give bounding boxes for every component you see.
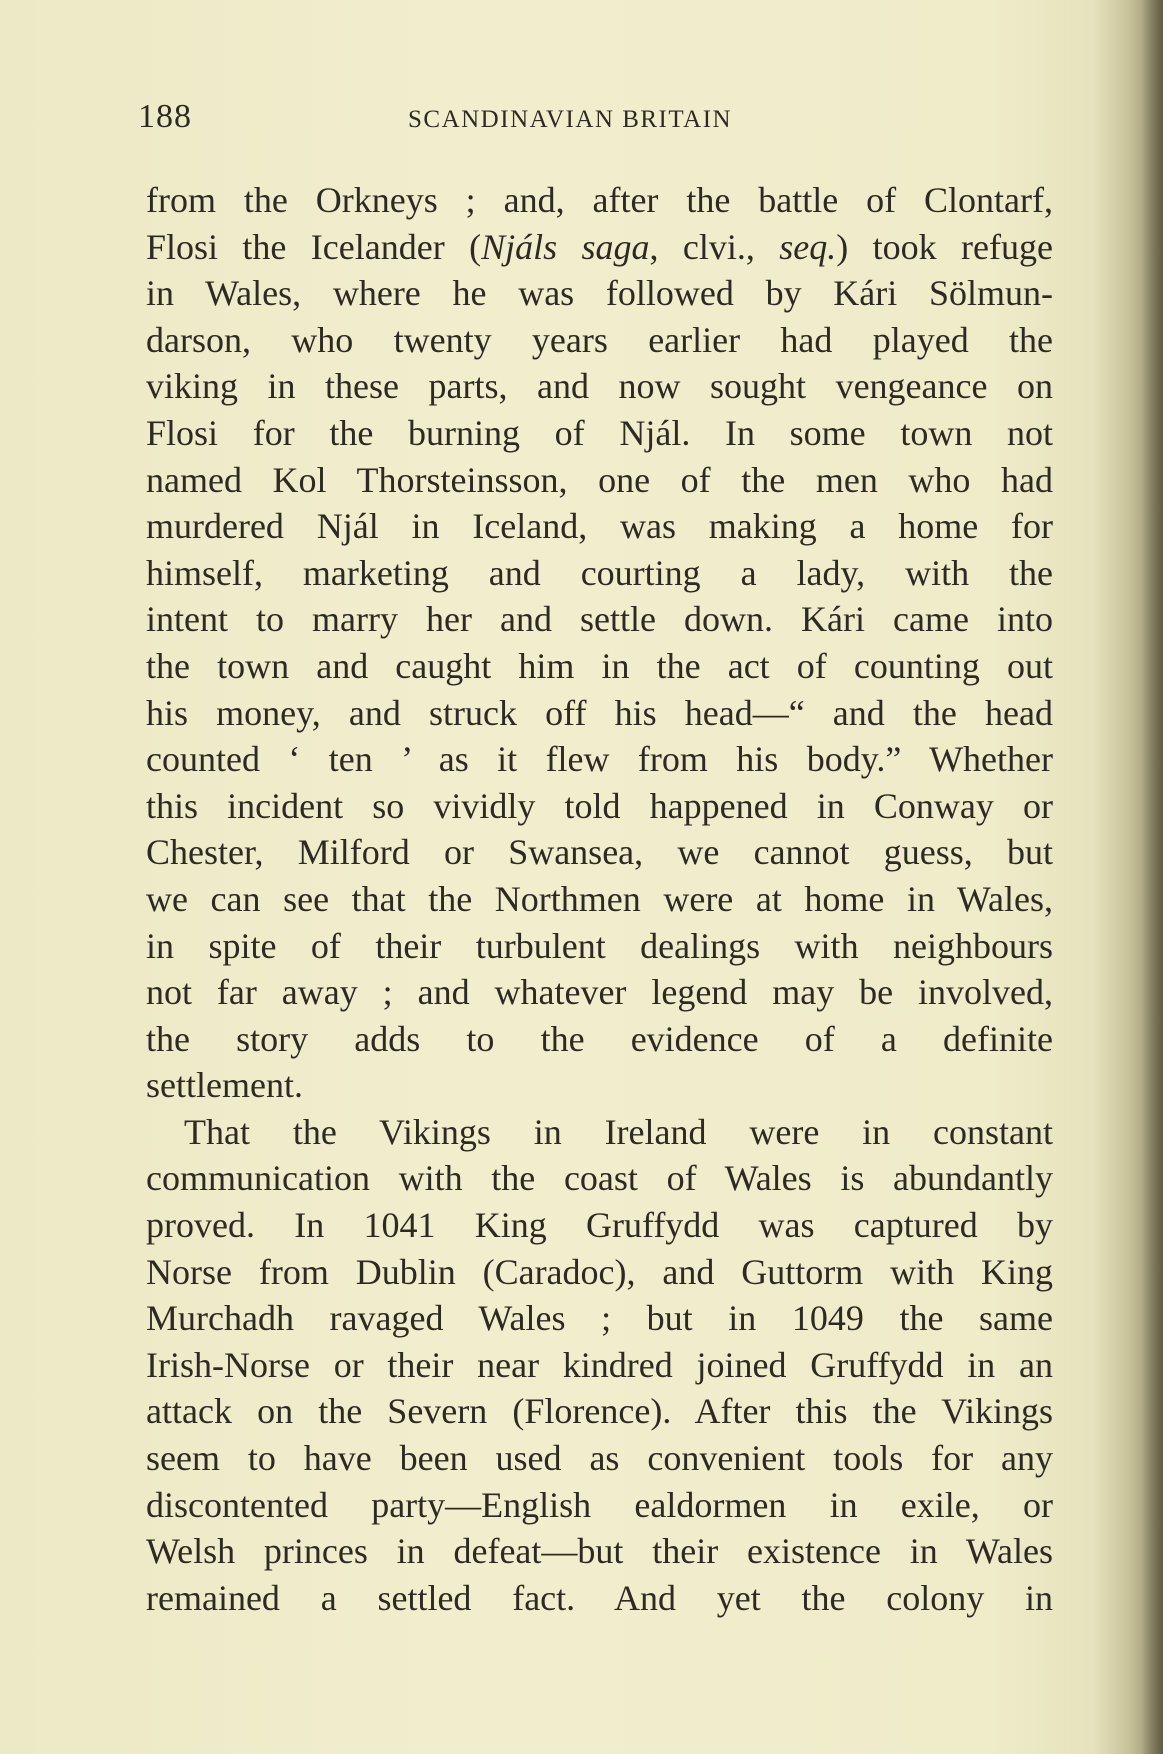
running-head [138,98,798,148]
text-line: Flosi for the burning of Njál. In some town not [146,412,1053,453]
text-line: in spite of their turbulent dealings with neighbours [146,925,1053,966]
text-line: counted ‘ ten ’ as it flew from his body.” Whether [146,739,1053,780]
italic-citation: Njáls saga [481,226,650,267]
running-title: SCANDINAVIAN BRITAIN [408,106,733,133]
text-line: settlement. [146,1065,303,1106]
text-line: Norse from Dublin (Caradoc), and Guttorm with King [146,1251,1053,1292]
text-line: from the Orkneys ; and, after the battle of Clontarf, [146,180,1053,220]
text-line: viking in these parts, and now sought vengeance on [146,366,1053,407]
text-line: the town and caught him in the act of counting out [146,645,1053,686]
text-line: intent to marry her and settle down. Kári came into [146,599,1053,640]
page-number: 188 [138,98,192,135]
text-line: proved. In 1041 King Gruffydd was captured by [146,1205,1053,1246]
text-line: this incident so vividly told happened in Conway or [146,785,1053,826]
text-line: Chester, Milford or Swansea, we cannot guess, but [146,832,1053,873]
text-line: communication with the coast of Wales is abundantly [146,1158,1053,1199]
text-line: Flosi the Icelander (Njáls saga, clvi., seq.) took refuge [146,226,1053,267]
text-line: Irish-Norse or their near kindred joined Gruffydd in an [146,1344,1053,1385]
text-line: remained a settled fact. And yet the colony in [146,1577,1053,1618]
text-line: himself, marketing and courting a lady, with the [146,552,1053,593]
text-line: the story adds to the evidence of a definite [146,1018,1053,1059]
text-line: attack on the Severn (Florence). After this the Vikings [146,1391,1053,1432]
text-line: we can see that the Northmen were at home in Wales, [146,878,1053,919]
text-line: Welsh princes in defeat—but their existence in Wales [146,1531,1053,1572]
text-line: in Wales, where he was followed by Kári Sölmun- [146,273,1053,314]
text-line: darson, who twenty years earlier had played the [146,319,1053,360]
text-line: seem to have been used as convenient tools for any [146,1438,1053,1479]
text-line: murdered Njál in Iceland, was making a home for [146,506,1053,547]
text-line: Murchadh ravaged Wales ; but in 1049 the same [146,1298,1053,1339]
text-line: named Kol Thorsteinsson, one of the men who had [146,459,1053,500]
text-line: his money, and struck off his head—“ and the head [146,692,1053,733]
page-edge-shadow [1141,0,1163,1754]
text-line: That the Vikings in Ireland were in constant [184,1111,1053,1152]
italic-citation: seq. [779,226,837,267]
text-line: discontented party—English ealdormen in exile, or [146,1484,1053,1525]
text-line: not far away ; and whatever legend may be involved, [146,972,1053,1013]
body-text [146,177,1053,1621]
